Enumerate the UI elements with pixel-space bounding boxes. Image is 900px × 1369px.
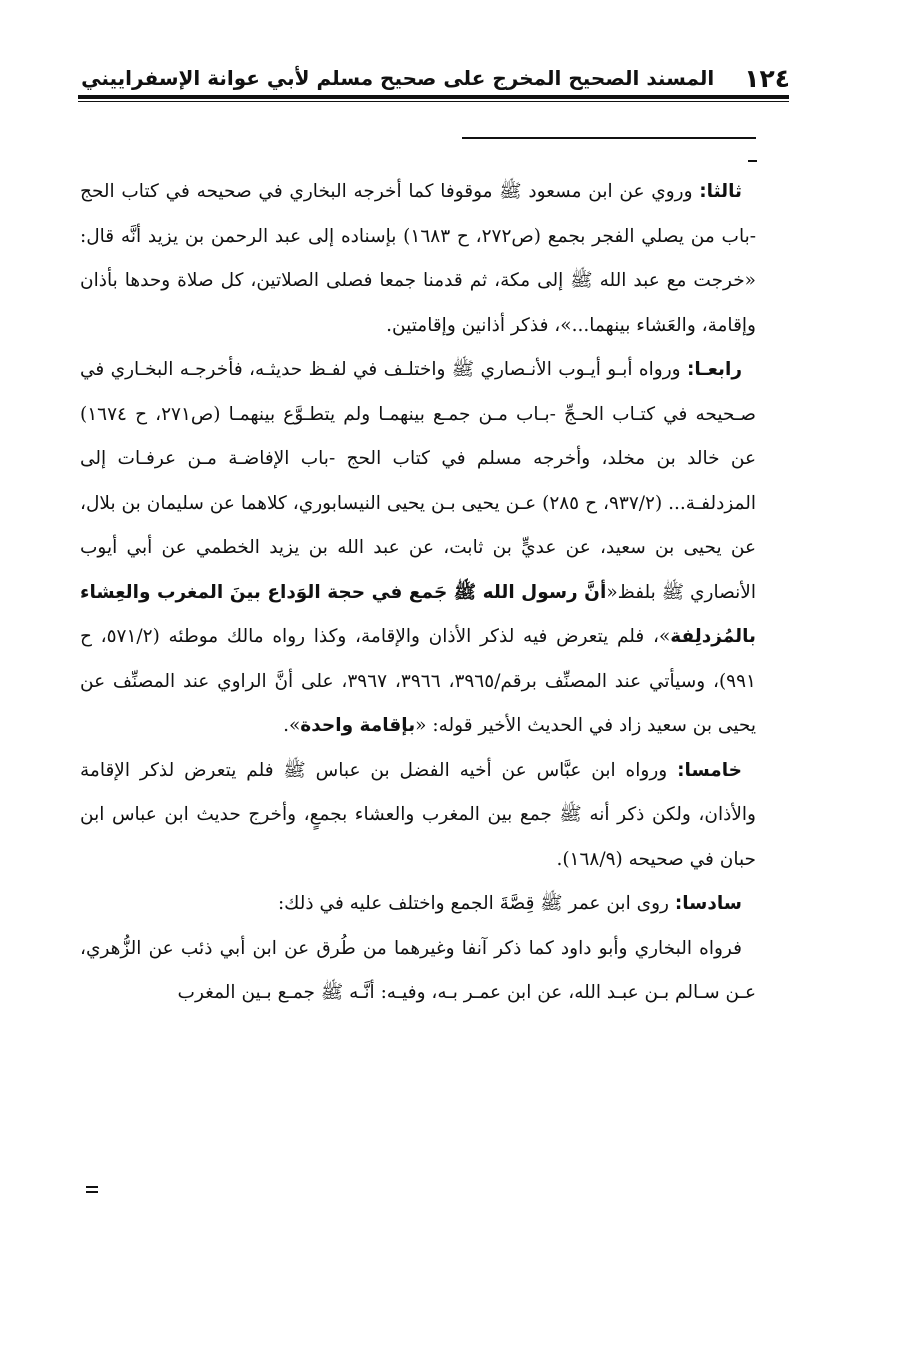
running-header bbox=[78, 58, 790, 98]
paragraph-sadisan bbox=[80, 882, 756, 927]
page-number: ١٢٤ bbox=[744, 63, 790, 93]
paragraph-text: ورواه أبـو أيـوب الأنـصاري ﷺ واختلـف في لفـظ حديثـه، فأخرجـه البخـاري في صـحيحه في كتـاب الحـجِّ -بـاب مـن جمـع بينهمـا ولم يتطـوَّع بينهمـا (ص٢٧١، ح ١٦٧٤) عن خالد بن مخلد، وأخرجه مسلم في كتاب الحج -باب الإفاضـة مـن عرفـات إلى المزدلفـة... (٩٣٧/٢، ح ٢٨٥) عـن يحيى بـن يحيى النيسابوري، كلاهما عن سليمان بن بلال، عن يحيى بن سعيد، عن عديٍّ بن ثابت، عن عبد الله بن يزيد الخطمي عن أبي أيوب الأنصاري ﷺ بلفظ« bbox=[80, 359, 756, 603]
paragraph-lead: خامسا: bbox=[677, 759, 742, 781]
paragraph-lead: رابعـا: bbox=[686, 359, 742, 380]
header-rule bbox=[78, 95, 789, 99]
paragraph-text: ورواه ابن عبَّاس عن أخيه الفضل بن عباس ﷺ فلم يتعرض لذكر الإقامة والأذان، ولكن ذكر أنه ﷺ جمع بين المغرب والعشاء بجمعٍ، وأخرج حديث ابن عباس ابن حبان في صحيحه (١٦٨/٩). bbox=[80, 759, 756, 870]
paragraph-thalithan bbox=[80, 170, 756, 348]
continuation-equals-mark bbox=[86, 1186, 98, 1193]
paragraph-continuation bbox=[80, 927, 756, 1016]
paragraph-text: فرواه البخاري وأبو داود كما ذكر آنفا وغيرهما من طُرق عن ابن أبي ذئب عن الزُّهري، عـن سـالم بـن عبـد الله، عن ابن عمـر بـه، وفيـه: أنَّـه ﷺ جمـع بـين المغرب bbox=[80, 937, 756, 1003]
footnote-body bbox=[80, 170, 756, 1016]
paragraph-khamisan bbox=[80, 749, 756, 883]
paragraph-rabian bbox=[80, 348, 756, 749]
paragraph-text: وروي عن ابن مسعود ﷺ موقوفا كما أخرجه البخاري في صحيحه في كتاب الحج -باب من يصلي الفجر بجمع (ص٢٧٢، ح ١٦٨٣) بإسناده إلى عبد الرحمن بن يزيد أنَّه قال: «خرجت مع عبد الله ﷺ إلى مكة، ثم قدمنا جمعا فصلى الصلاتين، كل صلاة وحدها بأذان وإقامة، والعَشاء بينهما...»، فذكر أذانين وإقامتين. bbox=[80, 181, 756, 336]
paragraph-lead: سادسا: bbox=[674, 893, 742, 914]
paragraph-lead: ثالثا: bbox=[699, 181, 742, 202]
header-rule-thin bbox=[78, 101, 789, 102]
footnote-continuation-rule bbox=[462, 137, 756, 139]
continuation-dash-mark bbox=[748, 160, 757, 162]
paragraph-text: ». bbox=[283, 715, 301, 736]
book-title: المسند الصحيح المخرج على صحيح مسلم لأبي عوانة الإسفراييني bbox=[81, 66, 715, 90]
paragraph-text: روى ابن عمر ﷺ قِصَّةَ الجمع واختلف عليه في ذلك: bbox=[277, 893, 675, 914]
paragraph-text: »، فلم يتعرض فيه لذكر الأذان والإقامة، وكذا رواه مالك موطئه (٥٧١/٢، ح ٩٩١)، وسيأتي عند المصنِّف برقم/٣٩٦٥، ٣٩٦٦، ٣٩٦٧، على أنَّ الراوي عند المصنِّف عن يحيى بن سعيد زاد في الحديث الأخير قوله: « bbox=[80, 626, 756, 736]
hadith-quote: أنَّ رسول الله ﷺ جَمع في حجة الوَداع بينَ المغرب والعِشاء بالمُزدلِفة bbox=[80, 581, 756, 647]
hadith-quote: بإقامة واحدة bbox=[300, 715, 416, 736]
